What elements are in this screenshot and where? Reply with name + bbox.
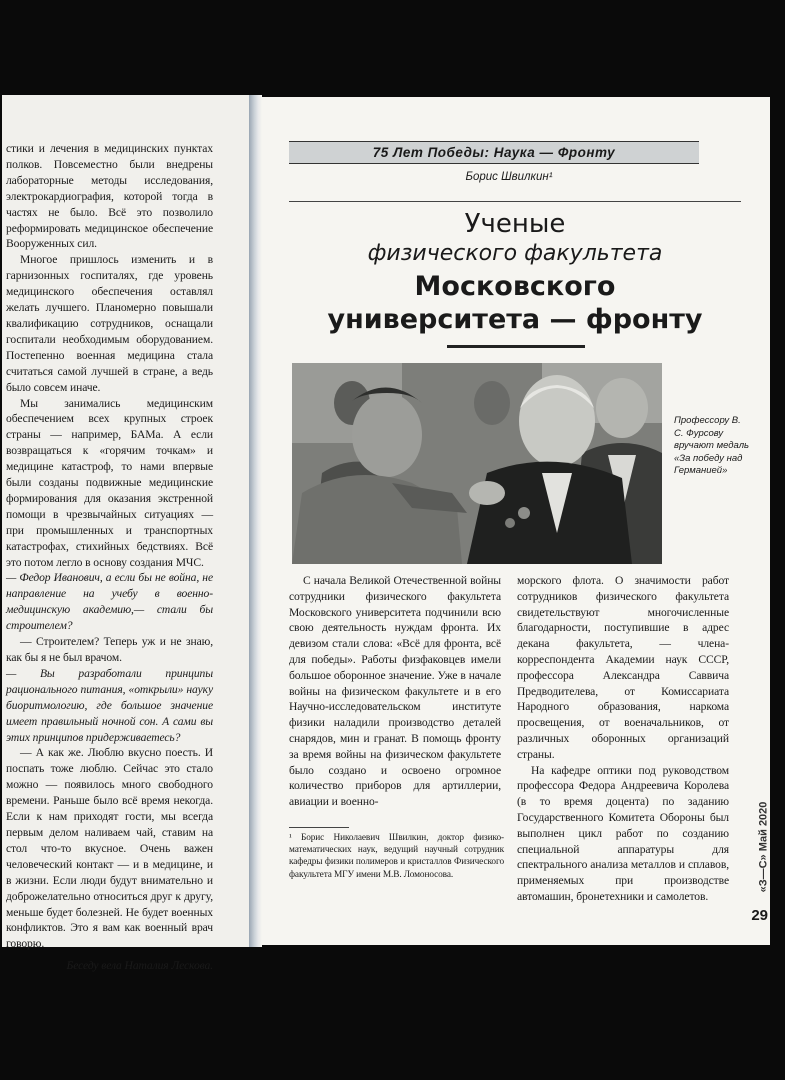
paragraph: морского флота. О значимости работ сотрудников физического факультета свидетельствуют многочисленные благодарности, поступившие в адрес декана факультета, — члена-корреспондента Академии наук СССР, профессора Александра Саввича Предводителева, от Комиссариата Народного образования, наркома просвещения, от военачальников, от различных оборонных организаций страны. — [517, 574, 729, 761]
article-column-1 — [289, 573, 501, 810]
article-title — [289, 209, 741, 336]
interview-signature: Беседу вела Наталия Лескова. — [66, 959, 213, 973]
paragraph: Мы занимались медицинским обеспечением всех крупных строек страны — например, БАМа. А если возвращаться к «горячим точкам» и медицине катастроф, то нами впервые были созданы подвижные медицинские формирования для оказания экстренной помощи в чрезвычайных ситуациях — при промышленных и транспортных катастрофах, стихийных бедствиях. Всё это потом легло в основу создания МЧС. — [6, 396, 213, 569]
footnote: ¹ Борис Николаевич Швилкин, доктор физико-математических наук, ведущий научный сотрудник кафедры физики полимеров и кристаллов Физического факультета МГУ имени М.В. Ломоносова. — [289, 833, 504, 880]
photo-illustration — [292, 363, 662, 564]
title-divider — [447, 345, 585, 348]
paragraph: — Вы разработали принципы рационального питания, «открыли» науку биоритмологию, где большое значение имеет правильный ночной сон. А сами вы этих принципов придерживаетесь? — [6, 666, 213, 744]
paragraph: — Строителем? Теперь уж и не знаю, как бы я не был врачом. — [6, 635, 213, 664]
book-gutter — [249, 95, 262, 947]
title-line-2: физического факультета — [367, 241, 663, 266]
paragraph: На кафедре оптики под руководством профессора Федора Андреевича Королева (в то время доцента) по заданию Государственного Комитета Обороны был выполнен цикл работ по созданию специальной аппаратуры для спектрального анализа металлов и сплавов, применяемых при производстве автомашин, бронетехники и самолетов. — [517, 763, 729, 903]
article-author: Борис Швилкин¹ — [465, 171, 553, 183]
article-photo — [292, 363, 662, 564]
paragraph: — Федор Иванович, а если бы не война, не направление на учебу в военно-медицинскую академию,— стали бы строителем? — [6, 571, 213, 633]
magazine-issue: Май 2020 — [757, 801, 770, 852]
paragraph: С начала Великой Отечественной войны сотрудники физического факультета Московского университета подчинили всю свою деятельность нуждам фронта. Их девизом стали слова: «Всё для фронта, всё для победы». Работы физфаковцев имели большое оборонное значение. Уже в начале войны на физическом факультете и в его Научно-исследовательском институте физики наладили производство деталей снарядов, мин и гранат. В помощь фронту за время войны на физическом факультете было создано и освоено огромное количество приборов для артиллерии, авиации и военно- — [289, 574, 501, 809]
left-page-text — [6, 141, 213, 974]
paragraph: — А как же. Люблю вкусно поесть. И поспать тоже люблю. Сейчас это стало можно — появилось много свободного времени. Раньше было всё время некогда. Если к нам приходят гости, мы всегда первым делом наливаем чай, ставим на стол что-то вкусное. Очень важен человеческий контакт — и в медицине, и в жизни. Если люди будут внимательно и доброжелательно относиться друг к другу, меньше будет болезней. Не будет военных конфликтов. Это я вам как военный врач говорю. — [6, 746, 213, 951]
paragraph: Многое пришлось изменить и в гарнизонных госпиталях, где уровень медицинского обеспечения оставлял желать лучшего. Планомерно повышали квалификацию сотрудников, оснащали госпитали необходимым оборудованием. Постепенно военная медицина стала считаться самой лучшей в стране, а ведь было совсем иначе. — [6, 253, 213, 394]
paragraph: стики и лечения в медицинских пунктах полков. Повсеместно были внедрены лабораторные методы исследования, электрокардиография, которой тогда в частях не было. Всё это позволило реформировать медицинское обеспечение Вооруженных сил. — [6, 142, 213, 251]
author-divider — [289, 201, 741, 202]
magazine-running-head — [754, 787, 772, 907]
page-number: 29 — [751, 907, 768, 924]
title-line-4: университета — фронту — [327, 304, 703, 335]
right-page — [262, 97, 770, 945]
footnote-divider — [289, 827, 349, 828]
title-line-1: Ученые — [464, 209, 566, 239]
article-column-2 — [517, 573, 729, 905]
photo-caption: Профессору В. С. Фурсову вручают медаль «За победу над Германией» — [674, 415, 750, 476]
left-page — [2, 95, 249, 973]
rubric-heading: 75 Лет Победы: Наука — Фронту — [289, 141, 699, 164]
magazine-name: «З—С» — [757, 854, 770, 893]
title-line-3: Московского — [414, 271, 616, 302]
